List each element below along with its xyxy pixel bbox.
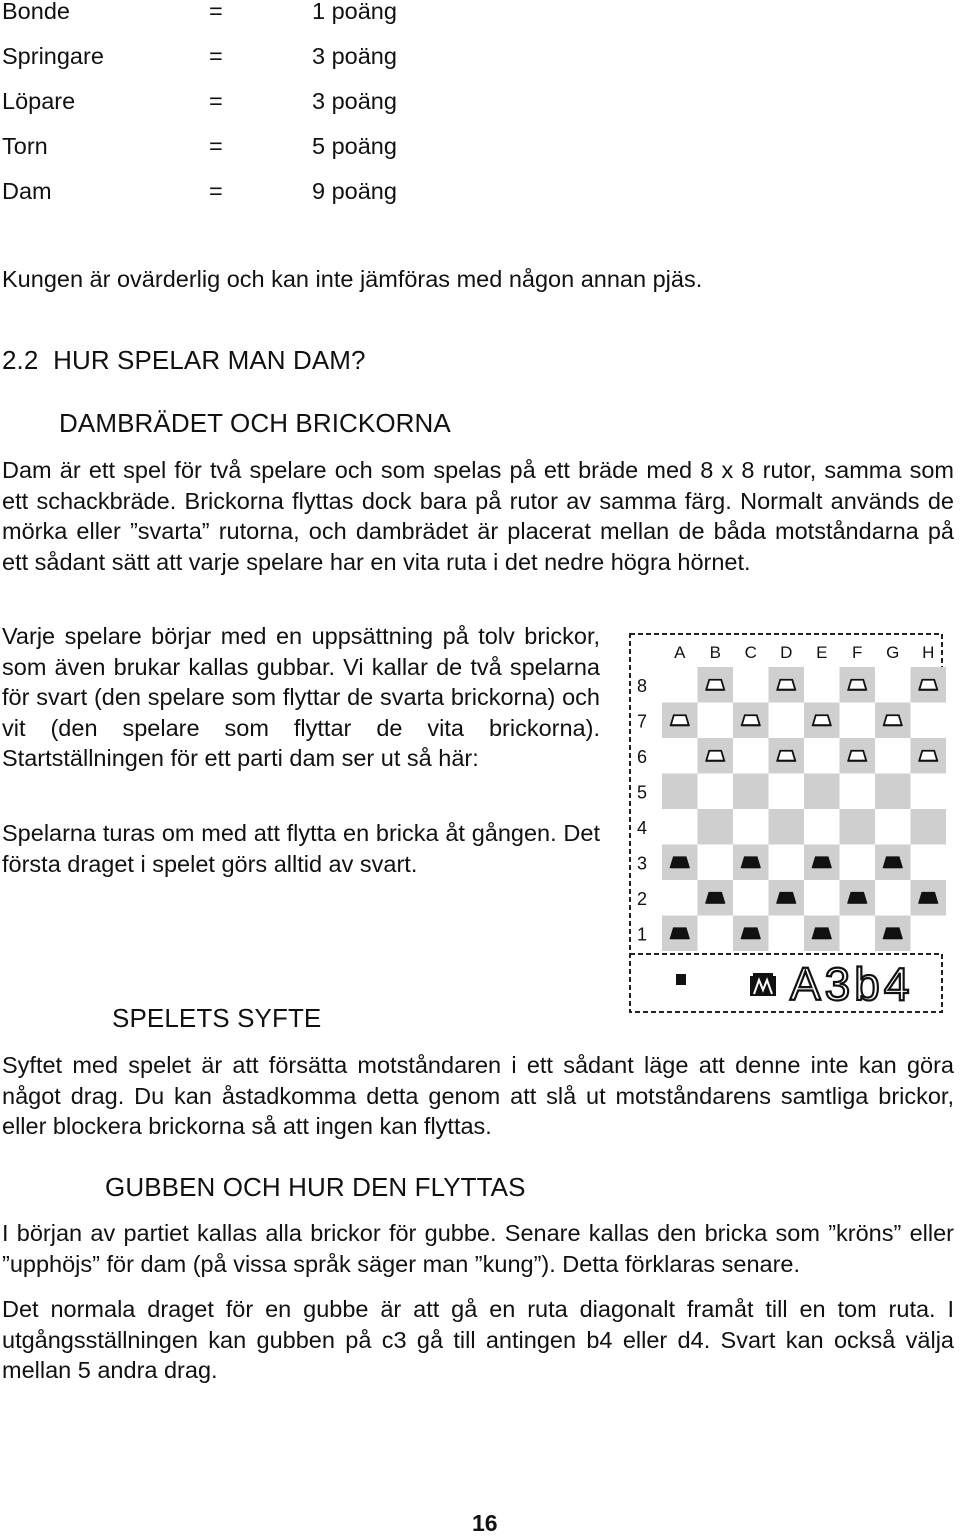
black-piece: [884, 928, 902, 938]
rank-label: 2: [636, 888, 648, 909]
rank-label: 1: [636, 924, 648, 945]
dark-square: [733, 774, 769, 810]
black-piece: [848, 893, 866, 903]
white-piece: [742, 715, 760, 725]
light-square: [733, 880, 769, 916]
light-square: [840, 774, 876, 810]
light-square: [875, 738, 911, 774]
equals-sign: =: [209, 43, 223, 69]
dark-square: [875, 774, 911, 810]
subheading-board: DAMBRÄDET OCH BRICKORNA: [59, 408, 451, 438]
light-square: [804, 880, 840, 916]
rank-label: 5: [636, 782, 648, 803]
piece-points: 3 poäng: [312, 88, 397, 114]
white-piece: [706, 680, 724, 690]
light-square: [911, 845, 947, 881]
light-square: [769, 703, 805, 739]
light-square: [698, 845, 734, 881]
black-piece: [742, 928, 760, 938]
light-square: [804, 738, 840, 774]
piece-name: Bonde: [2, 0, 70, 24]
file-label: E: [816, 643, 828, 662]
light-square: [804, 809, 840, 845]
equals-sign: =: [209, 178, 223, 204]
lcd-move-display: A3b4: [790, 958, 914, 1010]
white-piece: [706, 751, 724, 761]
paragraph-turns: Spelarna turas om med att flytta en bricka åt gången. Det första draget i spelet görs alltid av svart.: [2, 820, 600, 877]
light-square: [733, 738, 769, 774]
board-squares: [662, 667, 946, 951]
light-square: [840, 703, 876, 739]
piece-value-row: [2, 86, 422, 116]
equals-sign: =: [209, 88, 223, 114]
light-square: [840, 916, 876, 952]
black-piece: [706, 893, 724, 903]
paragraph-man-2: Det normala draget för en gubbe är att gå en ruta diagonalt framåt till en tom ruta. I utgångsställningen kan gubben på c3 gå till antingen b4 eller d4. Svart kan också välja mellan 5 andra drag.: [2, 1296, 954, 1383]
black-piece: [671, 928, 689, 938]
subheading-goal: SPELETS SYFTE: [112, 1003, 322, 1033]
file-labels: [674, 643, 934, 662]
black-piece: [671, 857, 689, 867]
white-piece: [919, 680, 937, 690]
black-piece: [777, 893, 795, 903]
rank-labels: [637, 676, 647, 945]
light-square: [911, 703, 947, 739]
piece-points: 5 poäng: [312, 133, 397, 159]
rank-label: 3: [636, 853, 648, 874]
subheading-man: GUBBEN OCH HUR DEN FLYTTAS: [105, 1172, 526, 1202]
paragraph-man-1: I början av partiet kallas alla brickor för gubbe. Senare kallas den bricka som ”kröns” eller ”upphöjs” för dam (på vissa språk säger man ”kung”). Detta förklaras senare.: [2, 1220, 954, 1277]
paragraph-setup: Varje spelare börjar med en uppsättning på tolv brickor, som även brukar kallas gubbar. Vi kallar de två spelarna för svart (den spelare som flyttar de svarta brickorna) och vit (den spelare som flyttar de vita brickorna). Startställningen för ett parti dam ser ut så här:: [2, 623, 600, 771]
file-label: A: [674, 643, 686, 662]
light-square: [662, 880, 698, 916]
light-square: [698, 916, 734, 952]
white-piece: [777, 680, 795, 690]
dark-square: [769, 809, 805, 845]
black-piece: [813, 928, 831, 938]
file-label: C: [744, 643, 757, 662]
piece-value-row: [2, 176, 422, 206]
light-square: [769, 774, 805, 810]
king-note: Kungen är ovärderlig och kan inte jämföras med någon annan pjäs.: [2, 266, 703, 292]
white-piece: [777, 751, 795, 761]
white-piece: [813, 715, 831, 725]
piece-value-row: [2, 0, 422, 26]
piece-points: 1 poäng: [312, 0, 397, 24]
light-square: [840, 845, 876, 881]
light-square: [911, 774, 947, 810]
piece-value-row: [2, 131, 422, 161]
file-label: H: [922, 643, 935, 662]
light-square: [698, 703, 734, 739]
piece-name: Dam: [2, 178, 52, 204]
equals-sign: =: [209, 0, 223, 24]
white-piece: [848, 751, 866, 761]
white-piece: [848, 680, 866, 690]
dark-square: [840, 809, 876, 845]
file-label: B: [709, 643, 721, 662]
light-square: [662, 809, 698, 845]
page-number: 16: [472, 1510, 498, 1536]
piece-name: Löpare: [2, 88, 76, 114]
checkers-board-diagram: [628, 632, 946, 1016]
light-square: [698, 774, 734, 810]
piece-name: Springare: [2, 43, 104, 69]
light-square: [733, 809, 769, 845]
piece-value-row: [2, 41, 422, 71]
white-piece: [671, 715, 689, 725]
rank-label: 4: [636, 817, 648, 838]
file-label: F: [852, 643, 863, 662]
white-piece: [919, 751, 937, 761]
piece-points: 3 poäng: [312, 43, 397, 69]
light-square: [911, 916, 947, 952]
black-piece: [884, 857, 902, 867]
dark-square: [804, 774, 840, 810]
light-square: [875, 809, 911, 845]
piece-name: Torn: [2, 133, 48, 159]
light-square: [875, 667, 911, 703]
dark-square: [698, 809, 734, 845]
rank-label: 8: [636, 675, 648, 696]
section-title: 2.2 HUR SPELAR MAN DAM?: [2, 345, 366, 375]
white-piece: [884, 715, 902, 725]
light-square: [804, 667, 840, 703]
player-icon: [750, 973, 776, 996]
piece-points: 9 poäng: [312, 178, 397, 204]
light-square: [662, 667, 698, 703]
paragraph-goal: Syftet med spelet är att försätta motståndaren i ett sådant läge att denne inte kan göra något drag. Du kan åstadkomma detta genom att slå ut motståndarens samtliga brickor, eller blockera brickorna så att ingen kan flyttas.: [2, 1052, 954, 1139]
equals-sign: =: [209, 133, 223, 159]
black-piece: [919, 893, 937, 903]
light-square: [769, 845, 805, 881]
dark-square: [662, 774, 698, 810]
light-square: [769, 916, 805, 952]
light-square: [875, 880, 911, 916]
dark-square: [911, 809, 947, 845]
light-square: [662, 738, 698, 774]
rank-label: 7: [636, 711, 648, 732]
paragraph-board: Dam är ett spel för två spelare och som spelas på ett bräde med 8 x 8 rutor, samma som ett schackbräde. Brickorna flyttas dock bara på rutor av samma färg. Normalt används de mörka eller ”svarta” rutorna, och dambrädet är placerat mellan de båda motståndarna på ett sådant sätt att varje spelare har en vita ruta i det nedre högra hörnet.: [2, 457, 954, 575]
file-label: G: [886, 643, 900, 662]
file-label: D: [780, 643, 793, 662]
black-piece: [742, 857, 760, 867]
rank-label: 6: [636, 746, 648, 767]
black-piece: [813, 857, 831, 867]
indicator-square: [676, 974, 686, 985]
light-square: [733, 667, 769, 703]
